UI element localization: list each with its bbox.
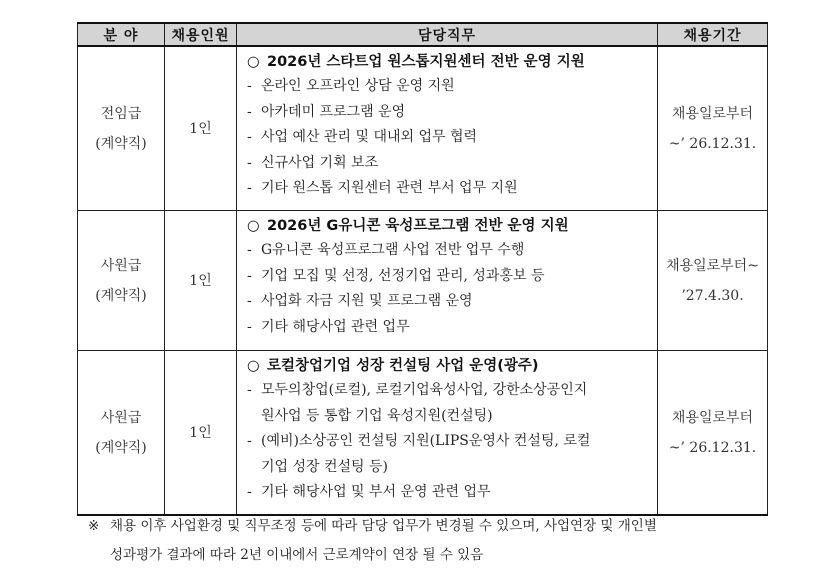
duty-item-text: 기타 해당사업 및 부서 운영 관련 업무 — [261, 484, 491, 500]
dash-icon: - — [247, 103, 252, 120]
footnote-text: 성과평가 결과에 따라 2년 이내에서 근로계약이 연장 될 수 있음 — [110, 547, 484, 563]
dash-icon: - — [247, 267, 252, 284]
area-cell — [78, 351, 165, 516]
count-cell: 1인 — [165, 46, 237, 211]
area-grade: 사원급 — [100, 409, 142, 426]
area-cell — [78, 211, 165, 351]
duty-item — [247, 429, 651, 455]
duty-item — [247, 125, 651, 151]
footnote — [88, 512, 788, 570]
footnote-text: 채용 이후 사업환경 및 직무조정 등에 따라 담당 업무가 변경될 수 있으며, 사업연장 및 개인별 — [110, 518, 657, 534]
duty-item-text: 사업 예산 관리 및 대내외 업무 협력 — [261, 129, 478, 145]
dash-icon: - — [247, 129, 252, 145]
duty-cell — [237, 46, 658, 211]
duty-item-text: (예비)소상공인 컨설팅 지원(LIPS운영사 컨설팅, 로컬 — [261, 433, 591, 449]
duty-item — [247, 100, 651, 126]
duty-item-text: 아카데미 프로그램 운영 — [261, 103, 406, 120]
duty-item-text: 기업 성장 컨설팅 등) — [261, 458, 389, 475]
duty-item-text: 기타 해당사업 관련 업무 — [261, 318, 410, 335]
table-row — [78, 211, 768, 351]
period-start: 채용일로부터 — [671, 105, 754, 122]
dash-icon: - — [247, 154, 252, 171]
dash-icon: - — [247, 433, 252, 449]
duty-title — [247, 50, 651, 74]
duty-cell — [237, 351, 658, 516]
duty-item-continuation — [247, 455, 651, 481]
header-count: 채용인원 — [165, 23, 237, 46]
duty-item — [247, 74, 651, 100]
period-end: ~’ 26.12.31. — [668, 135, 757, 152]
circle-bullet-icon: ○ — [247, 54, 260, 70]
duty-item — [247, 151, 651, 177]
duty-item-text: 원사업 등 통합 기업 육성지원(컨설팅) — [261, 407, 493, 424]
count-cell: 1인 — [165, 211, 237, 351]
dash-icon: - — [247, 382, 252, 398]
duty-title-text: 로컬창업기업 성장 컨설팅 사업 운영(광주) — [267, 358, 539, 374]
table-row — [78, 46, 768, 211]
footnote-line — [88, 512, 788, 541]
dash-icon: - — [247, 78, 252, 94]
duty-item — [247, 264, 651, 290]
duty-item-text: 기타 원스톱 지원센터 관련 부서 업무 지원 — [261, 180, 518, 196]
period-end: ~’ 26.12.31. — [668, 439, 757, 456]
duty-item — [247, 289, 651, 315]
dash-icon: - — [247, 180, 252, 196]
area-grade: 사원급 — [100, 257, 142, 274]
duty-title — [247, 354, 651, 378]
duty-item-text: 모두의창업(로컬), 로컬기업육성사업, 강한소상공인지 — [261, 382, 588, 398]
duty-item — [247, 176, 651, 202]
duty-item — [247, 480, 651, 506]
reference-mark-icon: ※ — [88, 518, 100, 534]
period-start: 채용일로부터~ — [666, 257, 759, 274]
circle-bullet-icon: ○ — [247, 358, 260, 374]
duty-title-text: 2026년 스타트업 원스톱지원센터 전반 운영 지원 — [267, 54, 585, 70]
duty-item — [247, 315, 651, 341]
table-row — [78, 351, 768, 516]
area-cell — [78, 46, 165, 211]
duty-title-text: 2026년 G유니콘 육성프로그램 전반 운영 지원 — [267, 218, 569, 234]
period-cell — [658, 211, 768, 351]
header-area: 분 야 — [78, 23, 165, 46]
recruitment-table — [77, 22, 768, 516]
duty-item-text: 신규사업 기획 보조 — [261, 154, 379, 171]
duty-item — [247, 238, 651, 264]
duty-item-text: 기업 모집 및 선정, 선정기업 관리, 성과홍보 등 — [261, 267, 545, 284]
area-contract-type: (계약직) — [95, 135, 147, 152]
duty-item-continuation — [247, 404, 651, 430]
area-grade: 전임급 — [100, 105, 142, 122]
dash-icon: - — [247, 318, 252, 335]
dash-icon: - — [247, 242, 252, 258]
period-start: 채용일로부터 — [671, 409, 754, 426]
header-period: 채용기간 — [658, 23, 768, 46]
period-end: ’27.4.30. — [681, 287, 744, 304]
dash-icon: - — [247, 293, 252, 309]
header-duty: 담당직무 — [237, 23, 658, 46]
area-contract-type: (계약직) — [95, 439, 147, 456]
period-cell — [658, 46, 768, 211]
area-contract-type: (계약직) — [95, 287, 147, 304]
dash-icon: - — [247, 484, 252, 500]
header-row — [78, 23, 768, 46]
duty-item-text: 사업화 자금 지원 및 프로그램 운영 — [261, 293, 473, 309]
circle-bullet-icon: ○ — [247, 218, 260, 234]
duty-item-text: 온라인 오프라인 상담 운영 지원 — [261, 78, 455, 94]
count-cell: 1인 — [165, 351, 237, 516]
duty-cell — [237, 211, 658, 351]
footnote-line — [88, 541, 788, 570]
duty-title — [247, 214, 651, 238]
duty-item — [247, 378, 651, 404]
duty-item-text: G유니콘 육성프로그램 사업 전반 업무 수행 — [261, 242, 525, 258]
period-cell — [658, 351, 768, 516]
